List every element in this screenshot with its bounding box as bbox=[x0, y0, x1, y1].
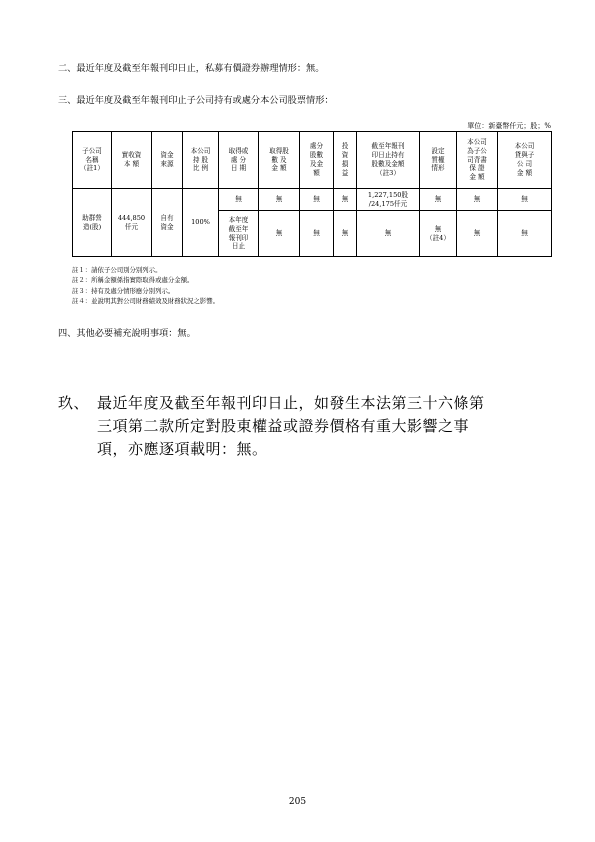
header-cell: 取得股 數 及 金 額 bbox=[259, 132, 300, 189]
header-cell: 本公司 貸與子 公 司 金 額 bbox=[498, 132, 552, 189]
page-number: 205 bbox=[288, 797, 307, 807]
disposed-cell: 無 bbox=[300, 211, 334, 257]
gain-loss-cell: 無 bbox=[334, 211, 357, 257]
date-cell: 本年度 截至年 報刊印 日止 bbox=[219, 211, 259, 257]
disposed-cell: 無 bbox=[300, 189, 334, 211]
company-name-cell: 助群營 造(股) bbox=[73, 189, 112, 257]
section-2-text: 二、最近年度及截至年報刊印日止，私募有價證券辦理情形：無。 bbox=[58, 63, 325, 74]
ownership-cell: 100% bbox=[183, 189, 219, 257]
table-notes bbox=[72, 265, 219, 306]
header-cell: 取得或 處 分 日 期 bbox=[219, 132, 259, 189]
pledge-cell: 無 bbox=[420, 189, 457, 211]
loan-cell: 無 bbox=[498, 189, 552, 211]
header-cell: 本公司 持 股 比 例 bbox=[183, 132, 219, 189]
header-cell: 子公司 名稱 （註1） bbox=[73, 132, 112, 189]
header-cell: 本公司 為子公 司背書 保 證 金 額 bbox=[457, 132, 498, 189]
note-item: 註２：所稱金額係指實際取得或處分金額。 bbox=[72, 276, 194, 285]
endorsement-cell: 無 bbox=[457, 189, 498, 211]
section-9-heading: 玖、 bbox=[58, 394, 90, 412]
header-cell: 設定 質權 情形 bbox=[420, 132, 457, 189]
loan-cell: 無 bbox=[498, 211, 552, 257]
acquired-cell: 無 bbox=[259, 189, 300, 211]
fund-source-cell: 自有 資金 bbox=[152, 189, 183, 257]
acquired-cell: 無 bbox=[259, 211, 300, 257]
table-row bbox=[73, 189, 552, 211]
section-9-line: 最近年度及截至年報刊印日止，如發生本法第三十六條第 bbox=[97, 394, 485, 412]
holding-cell: 1,227,150股 /24,175仟元 bbox=[357, 189, 420, 211]
capital-cell: 444,850 仟元 bbox=[112, 189, 152, 257]
table-header-row bbox=[73, 132, 552, 189]
date-cell: 無 bbox=[219, 189, 259, 211]
header-cell: 投 資 損 益 bbox=[334, 132, 357, 189]
holding-cell: 無 bbox=[357, 211, 420, 257]
header-cell: 資金 來源 bbox=[152, 132, 183, 189]
header-cell: 實收資 本 額 bbox=[112, 132, 152, 189]
unit-label: 單位：新臺幣仟元；股；% bbox=[467, 122, 551, 130]
gain-loss-cell: 無 bbox=[334, 189, 357, 211]
endorsement-cell: 無 bbox=[457, 211, 498, 257]
section-9-line: 項，亦應逐項載明：無。 bbox=[97, 440, 268, 458]
pledge-cell: 無 （註4） bbox=[420, 211, 457, 257]
section-4-text: 四、其他必要補充說明事項：無。 bbox=[58, 328, 196, 339]
header-cell: 處分 股數 及金 額 bbox=[300, 132, 334, 189]
note-item: 註３：持有及處分情形應分別列示。 bbox=[72, 286, 175, 295]
subsidiary-shareholding-table bbox=[72, 131, 552, 257]
header-cell: 截至年報刊 印日止持有 股數及金額 （註3） bbox=[357, 132, 420, 189]
note-item: 註４：並說明其對公司財務績效及財務狀況之影響。 bbox=[72, 296, 219, 305]
section-3-text: 三、最近年度及截至年報刊印止子公司持有或處分本公司股票情形： bbox=[58, 95, 334, 106]
note-item: 註１：請依子公司別分別列示。 bbox=[72, 266, 162, 274]
section-9-line: 三項第二款所定對股東權益或證券價格有重大影響之事 bbox=[97, 417, 470, 435]
